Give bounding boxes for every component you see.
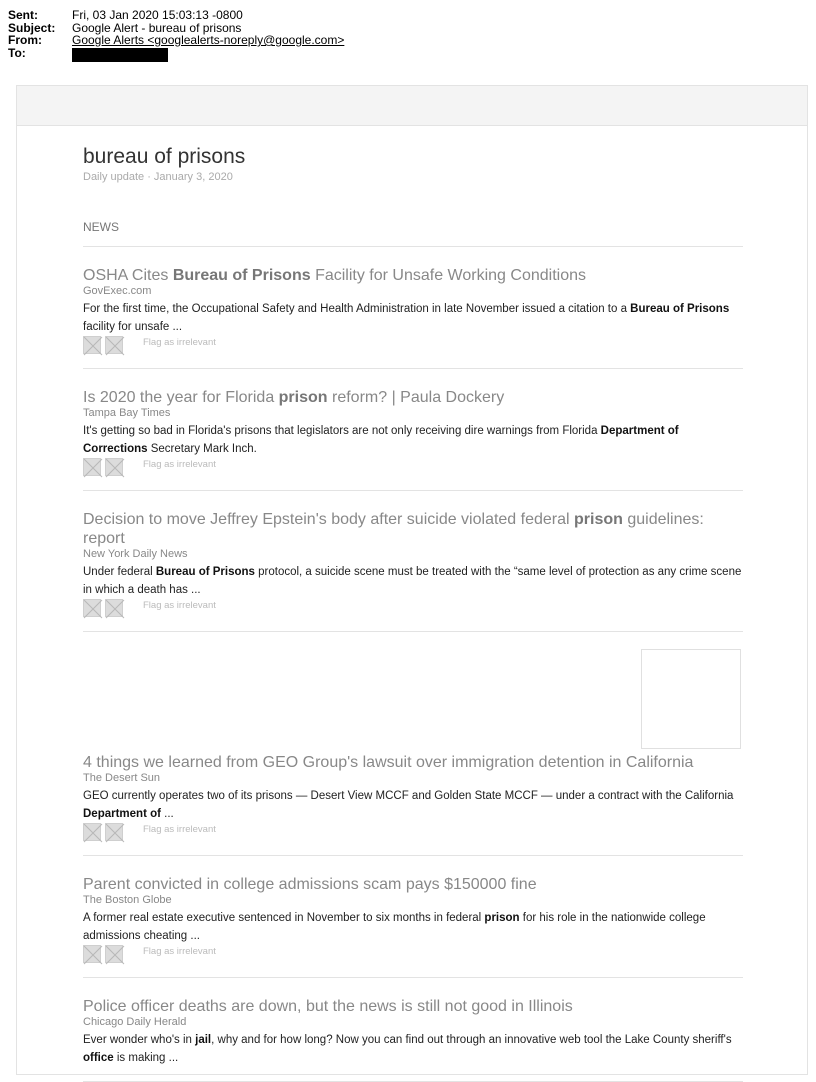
article-actions [83, 945, 743, 963]
snippet-text: for his role in the nationwide college admissions cheating ... [83, 912, 706, 942]
from-label: From: [8, 33, 42, 47]
article-title-text: Decision to move Jeffrey Epstein's body after suicide violated federal [83, 511, 575, 528]
article-title-text: guidelines: report [83, 511, 704, 547]
article-actions [83, 823, 743, 841]
snippet-text: ... [160, 808, 174, 820]
share-icon[interactable] [105, 823, 123, 841]
flag-irrelevant-link[interactable]: Flag as irrelevant [143, 599, 216, 611]
snippet-text: facility for unsafe ... [83, 321, 183, 333]
article-title-text: 4 things we learned from GEO Group's lawsuit over immigration detention in California [83, 754, 694, 771]
from-value[interactable]: Google Alerts <googlealerts-noreply@google.com> [72, 33, 345, 47]
article-source: The Boston Globe [83, 894, 172, 906]
share-icon[interactable] [83, 458, 101, 476]
article-snippet [83, 787, 743, 823]
article-item [83, 491, 743, 632]
sent-row [8, 9, 344, 22]
article-title-text: reform? | Paula Dockery [327, 389, 505, 406]
highlighted-keyword: Bureau of Prisons [155, 566, 255, 578]
to-row [8, 47, 344, 62]
highlighted-keyword: Bureau of Prisons [172, 267, 311, 284]
article-snippet [83, 909, 743, 945]
flag-irrelevant-link[interactable]: Flag as irrelevant [143, 458, 216, 470]
flag-irrelevant-link[interactable]: Flag as irrelevant [143, 945, 216, 957]
article-snippet [83, 300, 743, 336]
article-item [83, 632, 743, 856]
highlighted-keyword: prison [574, 511, 623, 528]
card-header-bar [17, 86, 807, 126]
article-title-link[interactable] [83, 388, 743, 407]
article-title-text: Parent convicted in college admissions scam pays $150000 fine [83, 876, 537, 893]
snippet-text: It's getting so bad in Florida's prisons that legislators are not only receiving dire warnings from Florida [83, 425, 601, 437]
highlighted-keyword: office [83, 1052, 114, 1064]
article-title-text: Facility for Unsafe Working Conditions [310, 267, 586, 284]
highlighted-keyword: prison [484, 912, 520, 924]
to-label: To: [8, 45, 26, 60]
share-icon[interactable] [83, 599, 101, 617]
article-title-text: Is 2020 the year for Florida [83, 389, 279, 406]
subject-value: Google Alert - bureau of prisons [72, 20, 242, 35]
section-label-news: NEWS [83, 220, 119, 234]
article-title-link[interactable] [83, 266, 743, 285]
article-item [83, 856, 743, 978]
article-title-text: OSHA Cites [83, 267, 173, 284]
article-actions [83, 336, 743, 354]
share-icon[interactable] [83, 336, 101, 354]
highlighted-keyword: Bureau of Prisons [630, 303, 730, 315]
share-icon[interactable] [83, 945, 101, 963]
article-title-link[interactable] [83, 753, 743, 772]
article-snippet [83, 422, 743, 458]
article-actions [83, 458, 743, 476]
article-item [83, 247, 743, 369]
article-source: Tampa Bay Times [83, 407, 171, 419]
article-title-text: Police officer deaths are down, but the news is still not good in Illinois [83, 998, 573, 1015]
subject-label: Subject: [8, 20, 56, 35]
snippet-text: Under federal [83, 566, 156, 578]
redacted-recipient [72, 48, 168, 62]
share-icon[interactable] [105, 336, 123, 354]
article-title-link[interactable] [83, 997, 743, 1016]
article-source: Chicago Daily Herald [83, 1016, 187, 1028]
article-item [83, 978, 743, 1082]
share-icon[interactable] [83, 823, 101, 841]
highlighted-keyword: Department of Corrections [83, 425, 679, 455]
snippet-text: For the first time, the Occupational Safety and Health Administration in late November issued a citation to a [83, 303, 631, 315]
highlighted-keyword: prison [278, 389, 328, 406]
snippet-text: Ever wonder who's in [83, 1034, 196, 1046]
article-item [83, 369, 743, 491]
article-title-link[interactable] [83, 510, 743, 548]
article-source: New York Daily News [83, 548, 188, 560]
alert-card [16, 85, 808, 1075]
sent-label: Sent: [8, 8, 38, 22]
sent-value: Fri, 03 Jan 2020 15:03:13 -0800 [72, 8, 243, 22]
snippet-text: , why and for how long? Now you can find out through an innovative web tool the Lake County sheriff's [211, 1034, 732, 1046]
article-title-link[interactable] [83, 875, 743, 894]
article-snippet [83, 1031, 743, 1067]
share-icon[interactable] [105, 458, 123, 476]
share-icon[interactable] [105, 945, 123, 963]
highlighted-keyword: Department of [83, 808, 161, 820]
flag-irrelevant-link[interactable]: Flag as irrelevant [143, 823, 216, 835]
from-row [8, 34, 344, 47]
snippet-text: protocol, a suicide scene must be treated with the “same level of protection as any crime scene in which a death has ... [83, 566, 742, 596]
alert-title: bureau of prisons [83, 145, 246, 168]
article-source: The Desert Sun [83, 772, 161, 784]
flag-irrelevant-link[interactable]: Flag as irrelevant [143, 336, 216, 348]
article-snippet [83, 563, 743, 599]
article-image-placeholder [641, 649, 741, 749]
snippet-text: Secretary Mark Inch. [147, 443, 257, 455]
email-header [8, 9, 344, 62]
article-list [83, 247, 743, 1082]
share-icon[interactable] [105, 599, 123, 617]
snippet-text: A former real estate executive sentenced in November to six months in federal [83, 912, 485, 924]
snippet-text: GEO currently operates two of its prisons — Desert View MCCF and Golden State MCCF — under a contract with the California [83, 790, 734, 802]
article-actions [83, 599, 743, 617]
alert-content [83, 144, 743, 1082]
highlighted-keyword: jail [195, 1034, 212, 1046]
alert-subtitle: Daily update · January 3, 2020 [83, 171, 233, 183]
snippet-text: is making ... [113, 1052, 179, 1064]
article-source: GovExec.com [83, 285, 152, 297]
